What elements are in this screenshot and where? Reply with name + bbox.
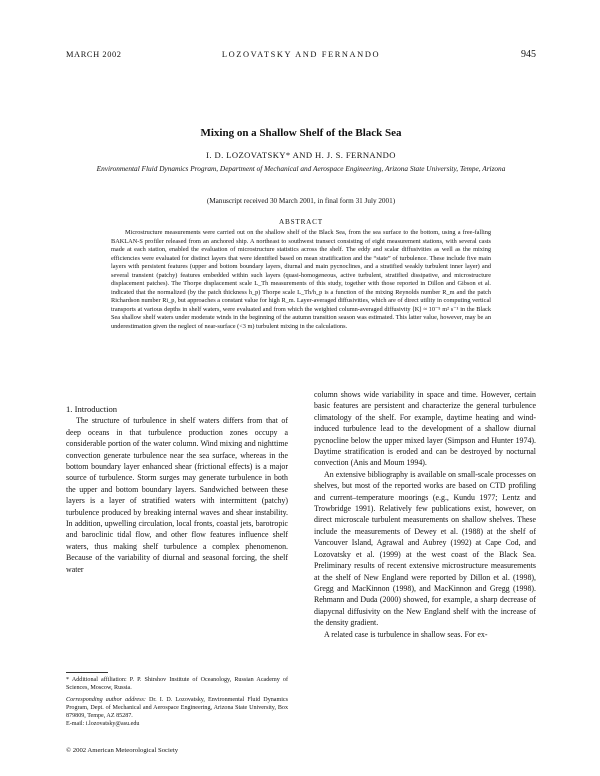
running-header: [66, 50, 536, 62]
page-number: 945: [521, 49, 536, 60]
abstract-body: [111, 229, 491, 331]
running-title: LOZOVATSKY AND FERNANDO: [221, 50, 381, 59]
abstract-heading: ABSTRACT: [279, 218, 323, 226]
footnote-email: E-mail: i.lozovatsky@asu.edu: [66, 721, 140, 728]
issue-date: MARCH 2002: [66, 50, 122, 59]
section-heading: 1. Introduction: [66, 404, 118, 414]
right-column: [314, 389, 536, 640]
body-paragraph: column shows wide variability in space and time. However, certain basic features are persistent and characterize the general turbulence climatology of the shelf. For example, daytime heating and wind-induced turbulence lead to the development of a shallow diurnal pycnocline below the upper mixed layer (Simpson and Hunter 1974). Daytime stratification is eroded and can be destroyed by nocturnal convection (Anis and Moum 1994).: [314, 390, 536, 468]
footnotes: [66, 676, 288, 729]
abstract-text: Microstructure measurements were carried out on the shallow shelf of the Black Sea, from the sea surface to the bottom, using a free-falling BAKLAN-S profiler released from an anchored ship. A northeast to southwest transect consisting of eight measurement stations, with several casts made at each station, enabled the evaluation of microstructure statistics across the shelf. The eddy and scalar diffusivities as well as the mixing efficiencies were evaluated for distinct layers that were identified based on mean stratification and the “state” of turbulence. These include five main layers with persistent features (upper and bottom boundary layers, diurnal and main pycnoclines, and a stratified weakly turbulent inner layer) and several transient (patchy) features embedded within such layers (quasi-homogeneous, active turbulent, stratified dissipative, and microstructure displacement patches). The Thorpe displacement scale L_Th measurements of this study, together with those reported in Dillon and Gibson et al. indicated that the normalized (by the patch thickness h_p) Thorpe scale L_Th/h_p is a function of the mixing Reynolds number R_m and the patch Richardson number Ri_p, but approaches a constant value for high R_m. Layer-averaged diffusivities, which are of direct utility in computing vertical transports at various depths in shelf waters, were evaluated and from which the weighted column-averaged diffusivity ⟨K⟩ ≈ 10⁻⁵ m² s⁻¹ in the Black Sea shallow shelf waters under moderate winds in the beginning of the autumn transition season was estimated. This latter value, however, may be an underestimation given the neglect of near-surface (<3 m) turbulent mixing in the calculations.: [111, 229, 491, 330]
author-line: I. D. LOZOVATSKY* AND H. J. S. FERNANDO: [206, 150, 396, 160]
copyright-notice: © 2002 American Meteorological Society: [66, 747, 179, 754]
correspondence-text: Dr. I. D. Lozovatsky, Environmental Fluid Dynamics Program, Dept. of Mechanical and Aerospace Engineering, Arizona State University, Box 879809, Tempe, AZ 85287.: [66, 697, 288, 720]
left-column: [66, 404, 288, 575]
body-paragraph: A related case is turbulence in shallow seas. For ex-: [324, 629, 488, 639]
article-title: Mixing on a Shallow Shelf of the Black Sea: [200, 127, 402, 139]
body-paragraph: An extensive bibliography is available on small-scale processes on shelves, but most of the reported works are based on CTD profiling and current–temperature moorings (e.g., Kundu 1977; Lentz and Trowbridge 1991). Relatively few publications exist, however, on direct microscale turbulent measurements on shallow shelves. These include the measurements of Dewey et al. (1988) at the shelf of Vancouver Island, Agrawal and Aubrey (1992) at Cape Cod, and Lozovatsky et al. (1999) at the west coast of the Black Sea. Preliminary results of recent extensive microstructure measurements at the shelf of New England were reported by Dillon et al. (1998), Gregg and MacKinnon (1998), and MacKinnon and Gregg (1998). Rehmann and Duda (2000) showed, for example, a sharp decrease of diapycnal diffusivity on the New England shelf with the increase of the density gradient.: [314, 469, 536, 628]
footnote-affiliation: * Additional affiliation: P. P. Shirshov Institute of Oceanology, Russian Academy of Sciences, Moscow, Russia.: [66, 677, 288, 692]
author-affiliation: Environmental Fluid Dynamics Program, Department of Mechanical and Aerospace Engineering, Arizona State University, Tempe, Arizona: [96, 164, 506, 173]
footnote-rule: [66, 672, 108, 673]
correspondence-label: Corresponding author address:: [66, 697, 146, 704]
manuscript-dates: (Manuscript received 30 March 2001, in final form 31 July 2001): [206, 197, 396, 205]
footnote-correspondence: [66, 696, 288, 720]
body-paragraph: The structure of turbulence in shelf waters differs from that of deep oceans in that turbulence production zones occupy a considerable portion of the water column. Wind mixing and nighttime convection generate turbulence near the sea surface, whereas in the bottom boundary layer enhanced shear (frictional effects) is a major source of turbulence. Storm surges may generate turbulence in both the upper and bottom boundary layers. Sandwiched between these layers is a layer of stratified waters with intermittent (patchy) turbulence produced by breaking internal waves and shear instability. In addition, upwelling circulation, local fronts, coastal jets, barotropic and baroclinic tidal flow, and other flow features influence shelf waters, thus making shelf turbulence a complex phenomenon. Because of the variability of diurnal and seasonal forcing, the shelf water: [66, 416, 288, 574]
